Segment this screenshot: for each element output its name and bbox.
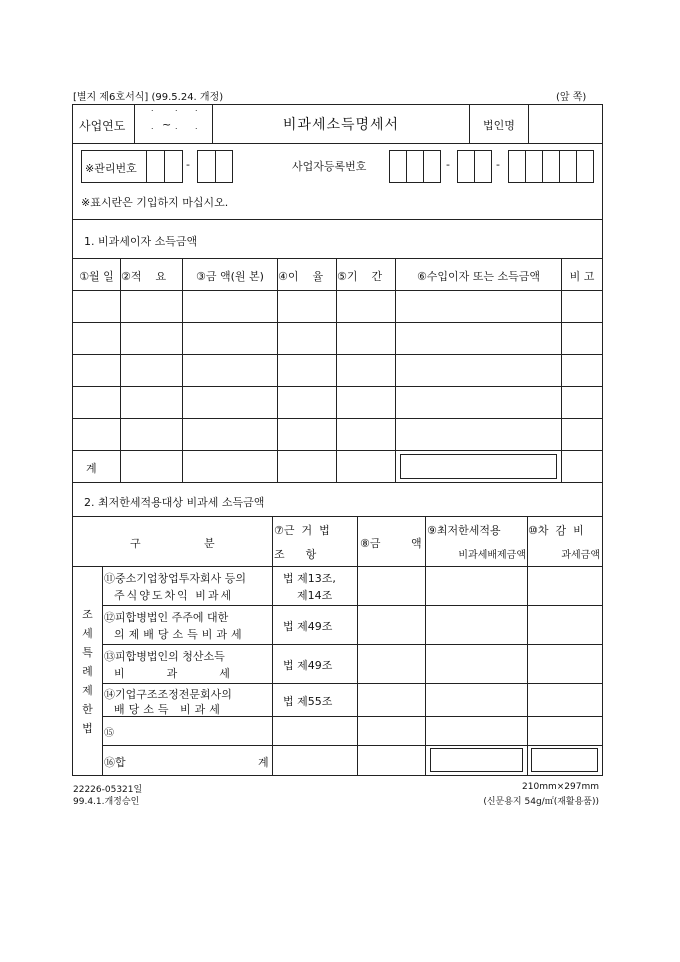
col-header-income: ⑥수입이자 또는 소득금액	[416, 270, 541, 283]
section1-total-income-field[interactable]	[400, 454, 557, 479]
row14-item-line1: ⑭기업구조조정전문회사의	[104, 688, 232, 701]
header-category-2: 분	[204, 537, 215, 550]
col-header-principal: ③금 액(원 본)	[196, 270, 264, 283]
biz-reg-number-part3[interactable]	[508, 150, 594, 183]
business-year-period-field[interactable]: ˙ ˙ ˙ ~ ˙ ˙ ˙	[150, 110, 199, 138]
side-label-tax-special-law: 조 세 특 례 제 한 법	[82, 608, 93, 735]
row12-law: 법 제49조	[283, 620, 333, 633]
header-law-1: ⑦근 거 법	[274, 524, 330, 537]
header-law-2: 조 항	[274, 548, 317, 561]
col-header-date: ①월 일	[79, 270, 114, 283]
corp-name-label: 법인명	[483, 119, 515, 132]
row16-total-label-2: 계	[258, 756, 269, 769]
biz-reg-number-label: 사업자등록번호	[292, 160, 367, 173]
corp-name-field[interactable]	[530, 106, 601, 141]
row12-item-line1: ⑫피합병법인 주주에 대한	[104, 611, 229, 624]
mgmt-number-box	[81, 150, 183, 183]
dash: -	[496, 158, 500, 171]
row14-item-line2: 배당소득 비과세	[114, 703, 224, 716]
section1-data-rows[interactable]	[73, 291, 602, 450]
row15-input-cells[interactable]	[103, 717, 603, 745]
paper-size: 210mm×297mm	[522, 782, 599, 792]
col-header-period: ⑤기 간	[337, 270, 383, 283]
dash: -	[186, 158, 190, 171]
row11-item-line1: ⑪중소기업창업투자회사 등의	[104, 572, 247, 585]
header-category-1: 구	[130, 537, 141, 550]
biz-reg-number-part1[interactable]	[389, 150, 441, 183]
note-text: ※표시란은 기입하지 마십시오.	[81, 196, 229, 209]
row11-item-line2: 주식양도차익 비과세	[114, 589, 234, 602]
header-amount-1: ⑧금	[360, 537, 381, 550]
paper-type: (신문용지 54g/㎡(재활용품))	[483, 797, 599, 807]
row15-item: ⑮	[104, 728, 114, 739]
row12-item-line2: 의제배당소득비과세	[114, 628, 246, 641]
row16-total-label-1: ⑯합	[104, 756, 126, 769]
approval-note: 99.4.1.개정승인	[73, 797, 140, 807]
row14-law: 법 제55조	[283, 695, 333, 708]
header-deduct-1: ⑩차 감 비	[528, 524, 584, 537]
row13-law: 법 제49조	[283, 659, 333, 672]
form-title: 비과세소득명세서	[282, 117, 400, 133]
row11-law-line2: 제14조	[297, 589, 333, 602]
col-header-remarks: 비 고	[569, 270, 595, 283]
row16-min-tax-total-field[interactable]	[430, 748, 523, 772]
header-min-tax-1: ⑨최저한세적용	[427, 524, 501, 537]
dash: -	[446, 158, 450, 171]
section1-total-label: 계	[86, 462, 97, 475]
header-deduct-2: 과세금액	[561, 550, 600, 561]
row16-deduct-total-field[interactable]	[531, 748, 598, 772]
business-year-label: 사업연도	[79, 119, 126, 133]
biz-reg-number-part2[interactable]	[457, 150, 492, 183]
form-code: 22226-05321일	[73, 785, 143, 795]
header-min-tax-2: 비과세배제금액	[458, 550, 526, 561]
header-amount-2: 액	[411, 537, 422, 550]
row13-item-line2: 비 과 세	[114, 667, 233, 680]
col-header-summary: ②적 요	[121, 270, 167, 283]
mgmt-number-label: ※관리번호	[85, 162, 137, 175]
row13-item-line1: ⑬피합병법인의 청산소득	[104, 650, 225, 663]
period-separator: ~	[162, 118, 172, 131]
mgmt-number-suffix-field[interactable]	[197, 150, 233, 183]
row11-law-line1: 법 제13조,	[283, 572, 336, 585]
form-number: [별지 제6호서식] (99.5.24. 개정)	[73, 92, 224, 103]
section2-title: 2. 최저한세적용대상 비과세 소득금액	[84, 496, 265, 509]
section1-title: 1. 비과세이자 소득금액	[84, 235, 198, 248]
page-side-label: (앞 쪽)	[556, 92, 587, 103]
col-header-rate: ④이 율	[278, 270, 324, 283]
